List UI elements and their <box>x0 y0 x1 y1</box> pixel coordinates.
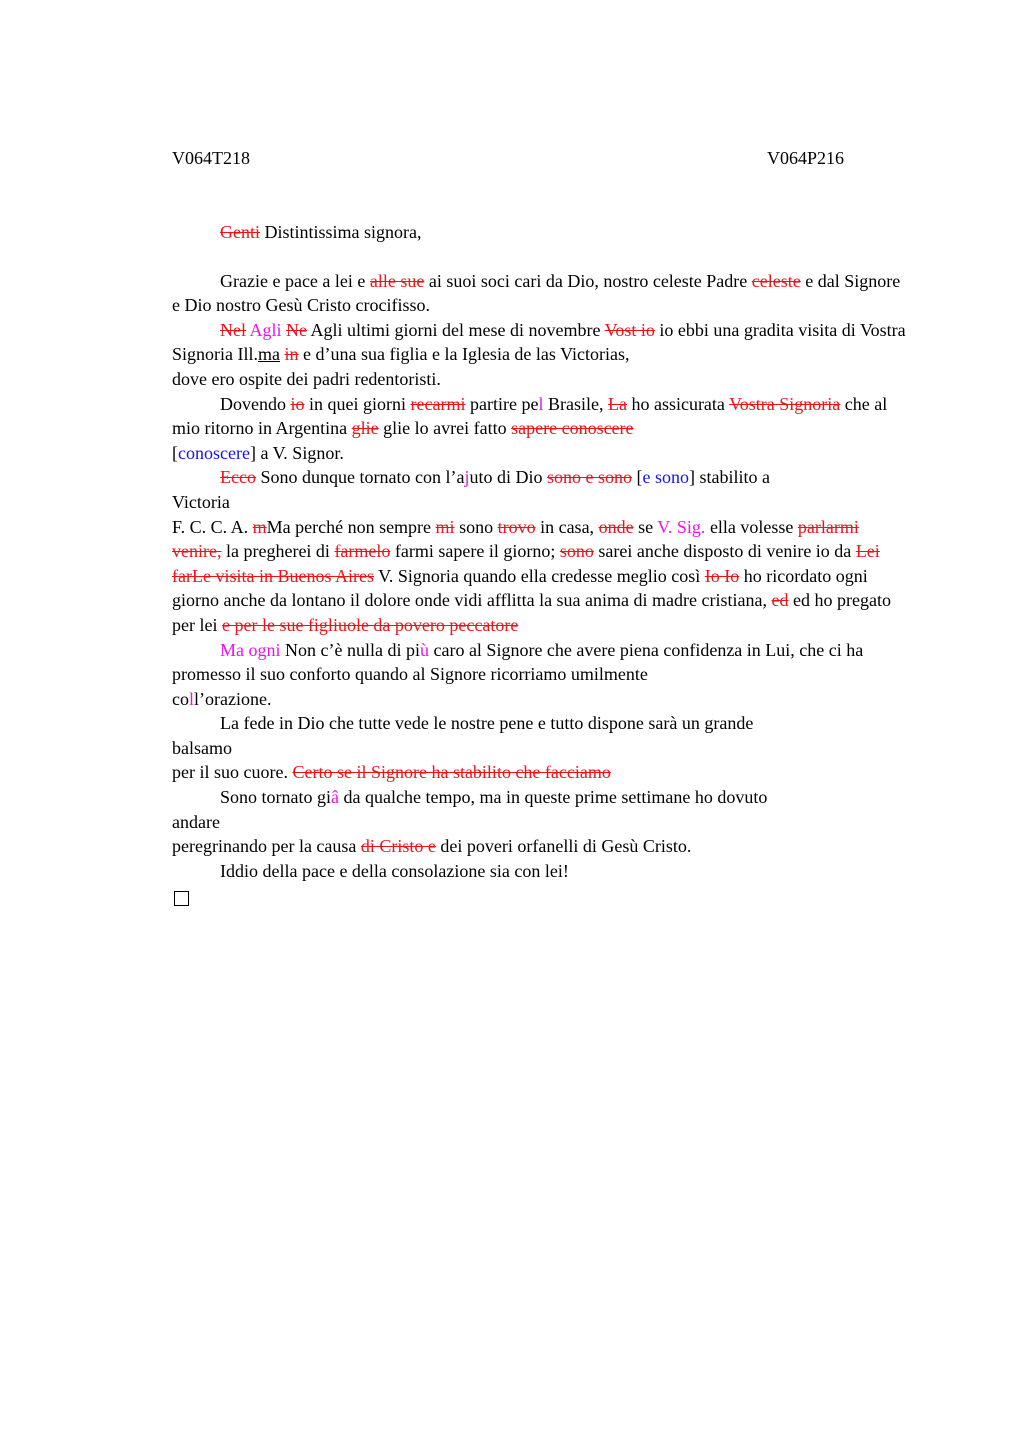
text: io ebbi una gradita visita di Vostra Signoria Ill. <box>172 319 906 365</box>
insertion: â <box>331 787 339 808</box>
text: se <box>633 516 658 537</box>
text: per il suo cuore. <box>172 762 293 783</box>
text: Brasile, <box>543 393 608 414</box>
insertion: V. Sig. <box>657 516 706 537</box>
deletion: celeste <box>751 270 801 291</box>
letter-body <box>172 220 912 913</box>
text: ella volesse <box>705 516 798 537</box>
text: ho assicurata <box>626 393 730 414</box>
deletion: Io Io <box>704 565 740 586</box>
text: Distintissima signora, <box>260 222 422 242</box>
text: [ <box>631 467 643 488</box>
deletion: e per le sue figliuole da povero peccatore <box>221 614 519 635</box>
page-code: V064P216 <box>766 148 844 168</box>
text: ] stabilito a <box>688 467 770 488</box>
insertion: Ma ogni <box>220 639 281 660</box>
text: andare <box>172 811 220 832</box>
insertion: j <box>464 467 470 488</box>
text: Dovendo <box>220 393 291 414</box>
deletion: glie <box>351 418 379 439</box>
paragraph-3 <box>172 392 912 466</box>
deletion: Nel <box>220 319 246 340</box>
text: V. Signoria quando ella credesse meglio così <box>373 565 705 586</box>
deletion: onde <box>598 516 634 537</box>
paragraph-5 <box>172 515 912 638</box>
deletion: trovo <box>497 516 536 537</box>
end-marker-line <box>172 883 912 913</box>
deletion: Genti <box>220 222 260 242</box>
deletion: m <box>252 516 267 537</box>
text: uto di Dio <box>469 467 547 488</box>
paragraph-8 <box>172 785 912 859</box>
text: in quei giorni <box>304 393 411 414</box>
text: sono <box>454 516 498 537</box>
deletion: recarmi <box>410 393 466 414</box>
text: Agli ultimi giorni del mese di novembre <box>307 319 605 340</box>
text: sarei anche disposto di venire io da <box>593 541 856 562</box>
text: caro al Signore che avere piena confidenza in Lui, che ci ha promesso il suo conforto quando al Signore ricorriamo umilmente <box>172 639 864 685</box>
text: ai suoi soci cari da Dio, nostro celeste Padre <box>424 270 752 291</box>
deletion: alle sue <box>369 270 425 291</box>
editorial-note: conoscere <box>178 442 250 463</box>
paragraph-4 <box>172 465 912 514</box>
document-code: V064T218 <box>172 148 250 168</box>
deletion: sapere conoscere <box>511 418 634 439</box>
insertion: l <box>538 393 544 414</box>
text: glie lo avrei fatto <box>378 418 512 439</box>
text: Victoria <box>172 491 230 512</box>
paragraph-9 <box>172 859 912 884</box>
empty-box-icon <box>174 891 189 906</box>
text: farmi sapere il giorno; <box>390 541 560 562</box>
deletion: La <box>607 393 627 414</box>
paragraph-6 <box>172 638 912 712</box>
insertion: l <box>189 688 195 709</box>
text: co <box>172 688 189 709</box>
text: Non c’è nulla di pi <box>280 639 420 660</box>
deletion: farmelo <box>334 541 391 562</box>
insertion: Agli <box>246 319 287 340</box>
deletion: mi <box>435 516 455 537</box>
text: Sono tornato gi <box>220 787 331 808</box>
deletion: parlarmi venire, <box>172 516 859 562</box>
deletion: sono e sono <box>546 467 632 488</box>
text: F. C. C. A. <box>172 516 253 537</box>
text: e dal Signore e Dio nostro Gesù Cristo crocifisso. <box>172 270 901 316</box>
text: ho ricordato ogni giorno anche da lontano il dolore onde vidi afflitta la sua anima di madre cristiana, <box>172 565 868 611</box>
text: partire pe <box>465 393 539 414</box>
paragraph-2 <box>172 318 912 392</box>
text: ed ho pregato per lei <box>172 590 891 635</box>
page-header <box>172 146 844 170</box>
deletion: Certo se il Signore ha stabilito che facciamo <box>292 762 611 783</box>
text: La fede in Dio che tutte vede le nostre pene e tutto dispone sarà un grande <box>220 713 754 734</box>
paragraph-1 <box>172 269 912 318</box>
deletion: Vost io <box>604 319 655 340</box>
blank-line <box>172 245 912 269</box>
deletion: io <box>290 393 305 414</box>
text: Ma perché non sempre <box>266 516 436 537</box>
text: dei poveri orfanelli di Gesù Cristo. <box>435 836 692 857</box>
text: [ <box>172 442 178 463</box>
text: la pregherei di <box>221 541 335 562</box>
deletion: di Cristo e <box>360 836 436 857</box>
underlined-text: ma <box>258 344 280 365</box>
text: l’orazione. <box>194 688 272 709</box>
text: balsamo <box>172 737 232 758</box>
deletion: in <box>284 344 299 365</box>
deletion: Ne <box>286 319 308 340</box>
text: ] a V. Signor. <box>249 442 344 463</box>
text: peregrinando per la causa <box>172 836 361 857</box>
text: in casa, <box>535 516 599 537</box>
deletion: Ecco <box>220 467 256 488</box>
paragraph-7 <box>172 711 912 785</box>
text: Grazie e pace a lei e <box>220 270 370 291</box>
text: dove ero ospite dei padri redentoristi. <box>172 368 441 389</box>
deletion: sono <box>559 541 594 562</box>
text: che al mio ritorno in Argentina <box>172 393 888 439</box>
deletion: Vostra Signoria <box>729 393 841 414</box>
insertion: ù <box>419 639 429 660</box>
deletion: ed <box>771 590 789 611</box>
text: e d’una sua figlia e la Iglesia de las Victorias, <box>298 344 630 365</box>
text: Iddio della pace e della consolazione sia con lei! <box>220 860 569 881</box>
editorial-note: e sono <box>642 467 689 488</box>
text: Sono dunque tornato con l’a <box>255 467 465 488</box>
deletion: Lei farLe visita in Buenos Aires <box>172 541 880 586</box>
salutation <box>172 220 912 245</box>
text: da qualche tempo, ma in queste prime settimane ho dovuto <box>339 787 768 808</box>
